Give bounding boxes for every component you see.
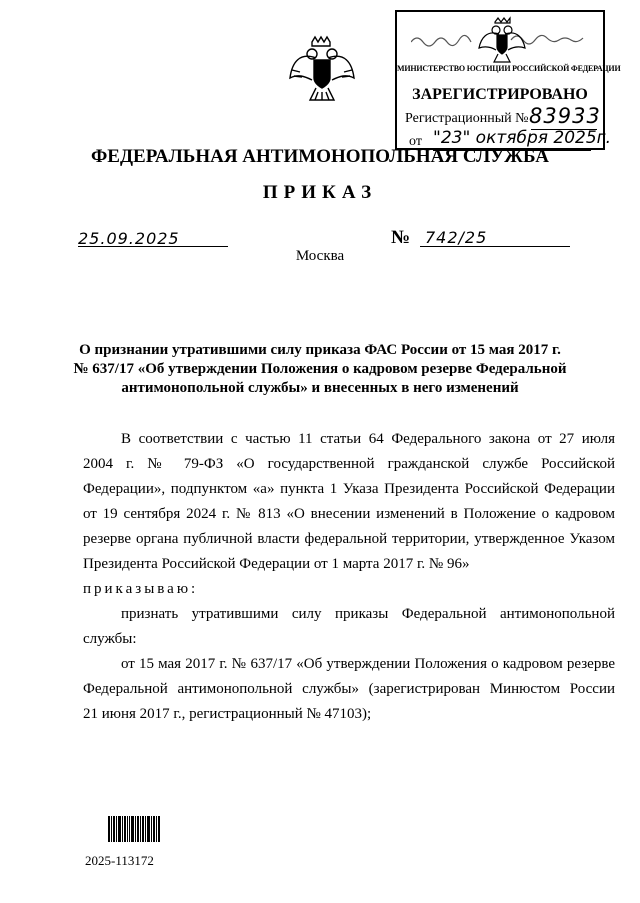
barcode-image — [108, 816, 160, 842]
body-line: 2004 г. № 79-ФЗ «О государственной гражданской службе Российской — [83, 456, 615, 472]
coat-of-arms-emblem — [282, 34, 362, 108]
preamble-paragraph — [83, 427, 615, 727]
order-heading — [60, 341, 580, 398]
stamp-date-value: "23" октября 2025г. — [433, 128, 611, 148]
document-registration-number: 2025-113172 — [85, 853, 154, 868]
heading-line: антимонопольной службы» и внесенных в него изменений — [121, 380, 519, 396]
stamp-regnum-value: 83933 — [529, 104, 601, 128]
order-number-underline — [420, 246, 570, 247]
stamp-emblem-icon — [475, 16, 529, 64]
registration-stamp — [395, 10, 621, 150]
body-line: В соответствии с частью 11 статьи 64 Федерального закона от 27 июля — [121, 431, 615, 447]
stamp-regnum-label: Регистрационный № — [405, 111, 529, 126]
stamp-date-label: от — [409, 134, 422, 149]
heading-line: О признании утратившими силу приказа ФАС России от 15 мая 2017 г. — [79, 342, 561, 358]
order-date: 25.09.2025 — [78, 229, 180, 248]
body-line: Федеральной антимонопольной службы» (зарегистрирован Минюстом России — [83, 681, 615, 697]
body-line: от 15 мая 2017 г. № 637/17 «Об утверждении Положения о кадровом резерве — [121, 656, 615, 672]
stamp-registered-label: ЗАРЕГИСТРИРОВАНО — [412, 86, 588, 103]
heading-line: № 637/17 «Об утверждении Положения о кадровом резерве Федеральной — [73, 361, 567, 377]
document-type-title: ПРИКАЗ — [262, 182, 378, 203]
agency-name: ФЕДЕРАЛЬНАЯ АНТИМОНОПОЛЬНАЯ СЛУЖБА — [90, 146, 549, 167]
stamp-ministry-name: МИНИСТЕРСТВО ЮСТИЦИИ РОССИЙСКОЙ ФЕДЕРАЦИИ — [397, 64, 621, 73]
body-line: Президента Российской Федерации от 1 марта 2017 г. № 96» — [83, 556, 470, 572]
body-line: от 19 сентября 2024 г. № 813 «О внесении изменений в Положение о кадровом — [83, 506, 615, 522]
body-line: резерве органа публичной власти федеральной территории, утвержденное Указом — [83, 531, 615, 547]
body-line: службы: — [83, 631, 137, 647]
body-line: Федерации», подпунктом «а» пункта 1 Указа Президента Российской Федерации — [83, 481, 615, 497]
order-word: приказываю: — [83, 581, 199, 597]
body-line: 21 июня 2017 г., регистрационный № 47103); — [83, 706, 372, 722]
city-name: Москва — [295, 248, 345, 264]
order-number-sign: № — [391, 227, 411, 248]
body-line: признать утратившими силу приказы Федеральной антимонопольной — [121, 606, 615, 622]
order-date-underline — [78, 246, 228, 247]
order-number: 742/25 — [425, 228, 488, 247]
